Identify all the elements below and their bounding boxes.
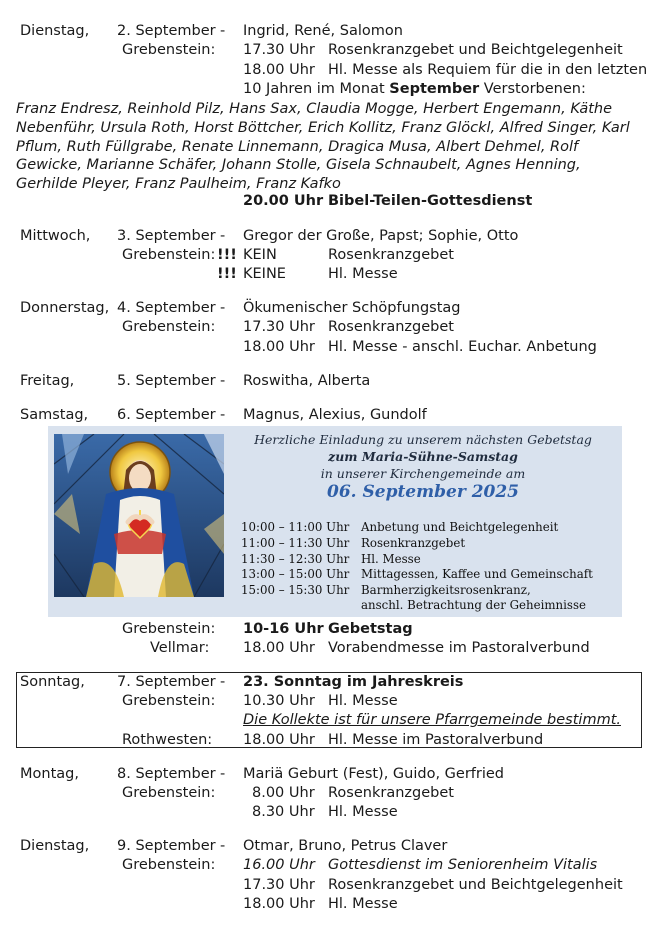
dash: -: [220, 23, 226, 39]
banner-date: 06. September 2025: [326, 482, 520, 502]
service-time: 10.30 Uhr: [243, 693, 315, 709]
dash: -: [220, 838, 226, 854]
service-time: 17.30 Uhr: [243, 877, 315, 893]
dash: -: [220, 766, 226, 782]
service-time: 10-16 Uhr: [243, 621, 324, 637]
service-text: Gebetstag: [328, 621, 413, 637]
date-label: 4. September: [117, 300, 216, 316]
banner-invitation: Herzliche Einladung zu unserem nächsten Gebetstag: [254, 432, 592, 447]
service-time: 16.00 Uhr: [243, 857, 315, 873]
service-text: Hl. Messe: [328, 896, 398, 912]
requiem-month: September: [389, 81, 480, 97]
requiem-text-a: 10 Jahren im Monat: [243, 81, 390, 97]
service-time: 18.00 Uhr: [243, 62, 315, 78]
banner-schedule-time: 13:00 – 15:00 Uhr: [241, 567, 350, 581]
cancel-marker: !!!: [217, 247, 237, 263]
service-text: Rosenkranzgebet und Beichtgelegenheit: [328, 877, 623, 893]
weekday-label: Dienstag,: [20, 838, 90, 854]
service-time: 8.00 Uhr: [252, 785, 315, 801]
service-time: KEIN: [243, 247, 277, 263]
service-text: Hl. Messe: [328, 804, 398, 820]
service-text: Rosenkranzgebet: [328, 785, 454, 801]
service-time: 18.00 Uhr: [243, 339, 315, 355]
cancel-marker: !!!: [217, 266, 237, 282]
service-time: 18.00 Uhr: [243, 732, 315, 748]
service-text: Hl. Messe - anschl. Euchar. Anbetung: [328, 339, 597, 355]
service-time: KEINE: [243, 266, 286, 282]
weekday-label: Donnerstag,: [20, 300, 110, 316]
service-text: Hl. Messe im Pastoralverbund: [328, 732, 544, 748]
banner-schedule-text: Barmherzigkeitsrosenkranz,: [361, 583, 531, 597]
saints-of-day: Mariä Geburt (Fest), Guido, Gerfried: [243, 766, 505, 782]
mary-stained-glass-image: [54, 434, 224, 597]
date-label: 8. September: [117, 766, 216, 782]
service-time: 8.30 Uhr: [252, 804, 315, 820]
dash: -: [220, 674, 226, 690]
requiem-continuation: [243, 80, 586, 99]
service-text: Hl. Messe als Requiem für die in den letzten: [328, 62, 648, 78]
date-label: 6. September: [117, 407, 216, 423]
weekday-label: Sonntag,: [20, 674, 85, 690]
requiem-text-c: Verstorbenen:: [479, 81, 586, 97]
service-time: 17.30 Uhr: [243, 42, 315, 58]
banner-schedule-time: 11:00 – 11:30 Uhr: [241, 536, 350, 550]
date-label: 2. September: [117, 23, 216, 39]
saints-of-day: Gregor der Große, Papst; Sophie, Otto: [243, 228, 519, 244]
dash: -: [220, 407, 226, 423]
dash: -: [220, 228, 226, 244]
banner-schedule-text: Anbetung und Beichtgelegenheit: [361, 520, 559, 534]
service-text: Hl. Messe: [328, 266, 398, 282]
requiem-names: Franz Endresz, Reinhold Pilz, Hans Sax, Claudia Mogge, Herbert Engemann, Käthe Nebenführ, Ursula Roth, Horst Böttcher, Erich Kollitz, Franz Glöckl, Alfred Singer, Karl Pflum, Ruth Füllgrabe, Renate Linnemann, Dragica Musa, Albert Dehmel, Rolf Gewicke, Marianne Schäfer, Johann Stolle, Gisela Schnaubelt, Agnes Henning, Gerhilde Pleyer, Franz Paulheim, Franz Kafko: [16, 101, 630, 193]
banner-schedule-time: 11:30 – 12:30 Uhr: [241, 552, 350, 566]
date-label: 7. September: [117, 674, 216, 690]
date-label: 9. September: [117, 838, 216, 854]
dash: -: [220, 373, 226, 389]
weekday-label: Freitag,: [20, 373, 75, 389]
banner-schedule-text: Hl. Messe: [361, 552, 421, 566]
saints-of-day: Roswitha, Alberta: [243, 373, 371, 389]
place-label: Grebenstein:: [122, 42, 216, 58]
place-label: Grebenstein:: [122, 621, 216, 637]
place-label: Grebenstein:: [122, 857, 216, 873]
weekday-label: Samstag,: [20, 407, 89, 423]
weekday-label: Dienstag,: [20, 23, 90, 39]
service-text: Bibel-Teilen-Gottesdienst: [328, 193, 533, 209]
service-time: 18.00 Uhr: [243, 640, 315, 656]
service-text: Rosenkranzgebet und Beichtgelegenheit: [328, 42, 623, 58]
weekday-label: Montag,: [20, 766, 79, 782]
place-label: Rothwesten:: [122, 732, 213, 748]
service-text: Gottesdienst im Seniorenheim Vitalis: [328, 857, 598, 873]
service-text: Hl. Messe: [328, 693, 398, 709]
service-time: 18.00 Uhr: [243, 896, 315, 912]
service-time: 20.00 Uhr: [243, 193, 324, 209]
banner-schedule-time: 15:00 – 15:30 Uhr: [241, 583, 350, 597]
banner-schedule-text: Rosenkranzgebet: [361, 536, 466, 550]
service-text: Rosenkranzgebet: [328, 319, 454, 335]
place-label: Vellmar:: [150, 640, 210, 656]
weekday-label: Mittwoch,: [20, 228, 91, 244]
collection-note: Die Kollekte ist für unsere Pfarrgemeinde bestimmt.: [243, 712, 621, 728]
banner-location-line: in unserer Kirchengemeinde am: [320, 466, 526, 481]
dash: -: [220, 300, 226, 316]
place-label: Grebenstein:: [122, 785, 216, 801]
service-text: Rosenkranzgebet: [328, 247, 454, 263]
place-label: Grebenstein:: [122, 693, 216, 709]
banner-schedule-text: anschl. Betrachtung der Geheimnisse: [361, 598, 586, 612]
banner-schedule-text: Mittagessen, Kaffee und Gemeinschaft: [361, 567, 593, 581]
banner-schedule-time: 10:00 – 11:00 Uhr: [241, 520, 350, 534]
place-label: Grebenstein:: [122, 319, 216, 335]
saints-of-day: Ingrid, René, Salomon: [243, 23, 403, 39]
service-time: 17.30 Uhr: [243, 319, 315, 335]
place-label: Grebenstein:: [122, 247, 216, 263]
saints-of-day: 23. Sonntag im Jahreskreis: [243, 674, 464, 690]
banner-event-name: zum Maria-Sühne-Samstag: [328, 449, 518, 464]
saints-of-day: Ökumenischer Schöpfungstag: [243, 300, 461, 316]
service-text: Vorabendmesse im Pastoralverbund: [328, 640, 590, 656]
date-label: 3. September: [117, 228, 216, 244]
saints-of-day: Otmar, Bruno, Petrus Claver: [243, 838, 448, 854]
prayer-day-banner: [48, 426, 622, 617]
date-label: 5. September: [117, 373, 216, 389]
saints-of-day: Magnus, Alexius, Gundolf: [243, 407, 427, 423]
